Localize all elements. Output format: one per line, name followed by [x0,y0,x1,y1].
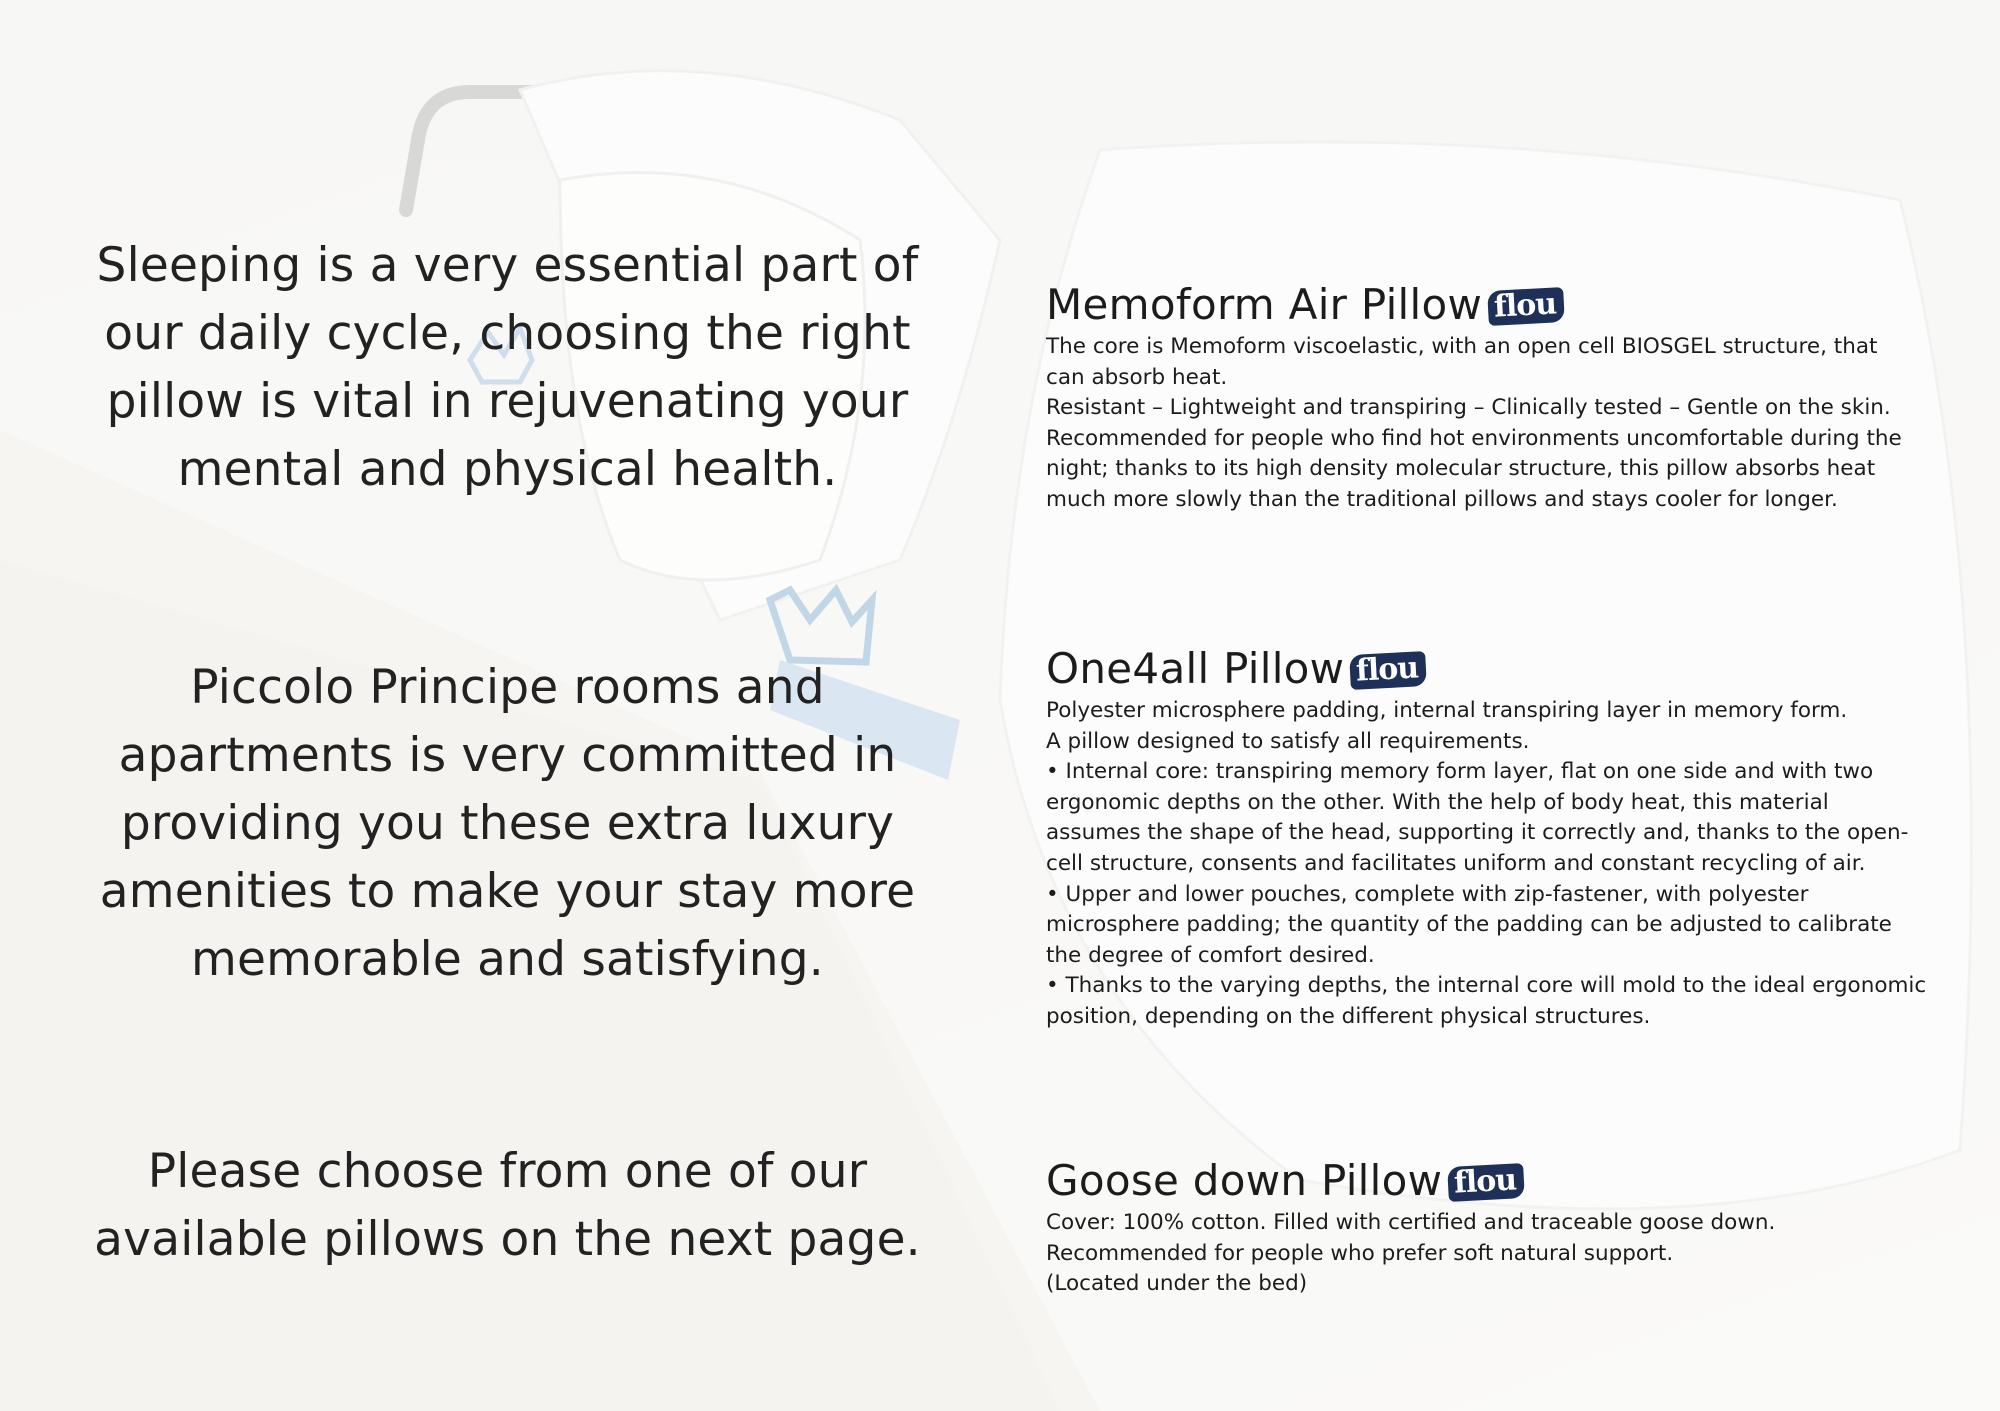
pillow-description [1046,332,1976,516]
commitment-paragraph: Piccolo Principe rooms and apartments is very committed in providing you these extra luxury amenities to make your stay more memorable and satisfying. [99,660,916,987]
description-line: (Located under the bed) [1046,1271,1308,1297]
flou-logo: flou [1349,651,1427,690]
pillow-goose-down [1046,1152,1976,1300]
description-line: cell structure, consents and facilitates uniform and constant recycling of air. [1046,850,1866,876]
description-line: • Internal core: transpiring memory form layer, flat on one side and with two [1046,759,1874,785]
pillow-description [1046,696,1976,1033]
description-line: can absorb heat. [1046,364,1228,390]
pillow-heading [1046,1152,1976,1208]
intro-paragraph: Sleeping is a very essential part of our daily cycle, choosing the right pillow is vital in rejuvenating your mental and physical health. [96,238,919,497]
description-line: much more slowly than the traditional pillows and stays cooler for longer. [1046,486,1838,512]
description-line: Cover: 100% cotton. Filled with certified and traceable goose down. [1046,1210,1776,1235]
description-line: Polyester microsphere padding, internal transpiring layer in memory form. [1046,698,1848,723]
description-line: The core is Memoform viscoelastic, with an open cell BIOSGEL structure, that [1046,334,1878,359]
pillow-title: Memoform Air Pillow [1046,279,1483,329]
description-line: assumes the shape of the head, supporting it correctly and, thanks to the open- [1046,820,1909,846]
description-line: night; thanks to its high density molecular structure, this pillow absorbs heat [1046,456,1876,482]
pillow-heading [1046,276,1976,332]
pillow-title: One4all Pillow [1046,643,1345,693]
description-line: • Upper and lower pouches, complete with zip-fastener, with polyester [1046,881,1809,907]
description-line: A pillow designed to satisfy all requirements. [1046,728,1530,754]
description-line: Resistant – Lightweight and transpiring – Clinically tested – Gentle on the skin. [1046,395,1891,421]
description-line: Recommended for people who find hot environments uncomfortable during the [1046,425,1902,451]
description-line: • Thanks to the varying depths, the internal core will mold to the ideal ergonomic [1046,973,1927,999]
description-line: Recommended for people who prefer soft natural support. [1046,1240,1674,1266]
pillow-one4all [1046,640,1976,1033]
flou-logo: flou [1487,287,1565,326]
pillow-memoform-air [1046,276,1976,516]
pillow-heading [1046,640,1976,696]
description-line: the degree of comfort desired. [1046,942,1375,968]
pillow-description [1046,1208,1976,1300]
description-line: position, depending on the different physical structures. [1046,1003,1651,1029]
description-line: ergonomic depths on the other. With the help of body heat, this material [1046,789,1829,815]
choose-pillow-paragraph: Please choose from one of our available pillows on the next page. [94,1144,921,1267]
pillow-title: Goose down Pillow [1046,1155,1443,1205]
flou-logo: flou [1447,1163,1525,1202]
description-line: microsphere padding; the quantity of the padding can be adjusted to calibrate [1046,912,1892,938]
